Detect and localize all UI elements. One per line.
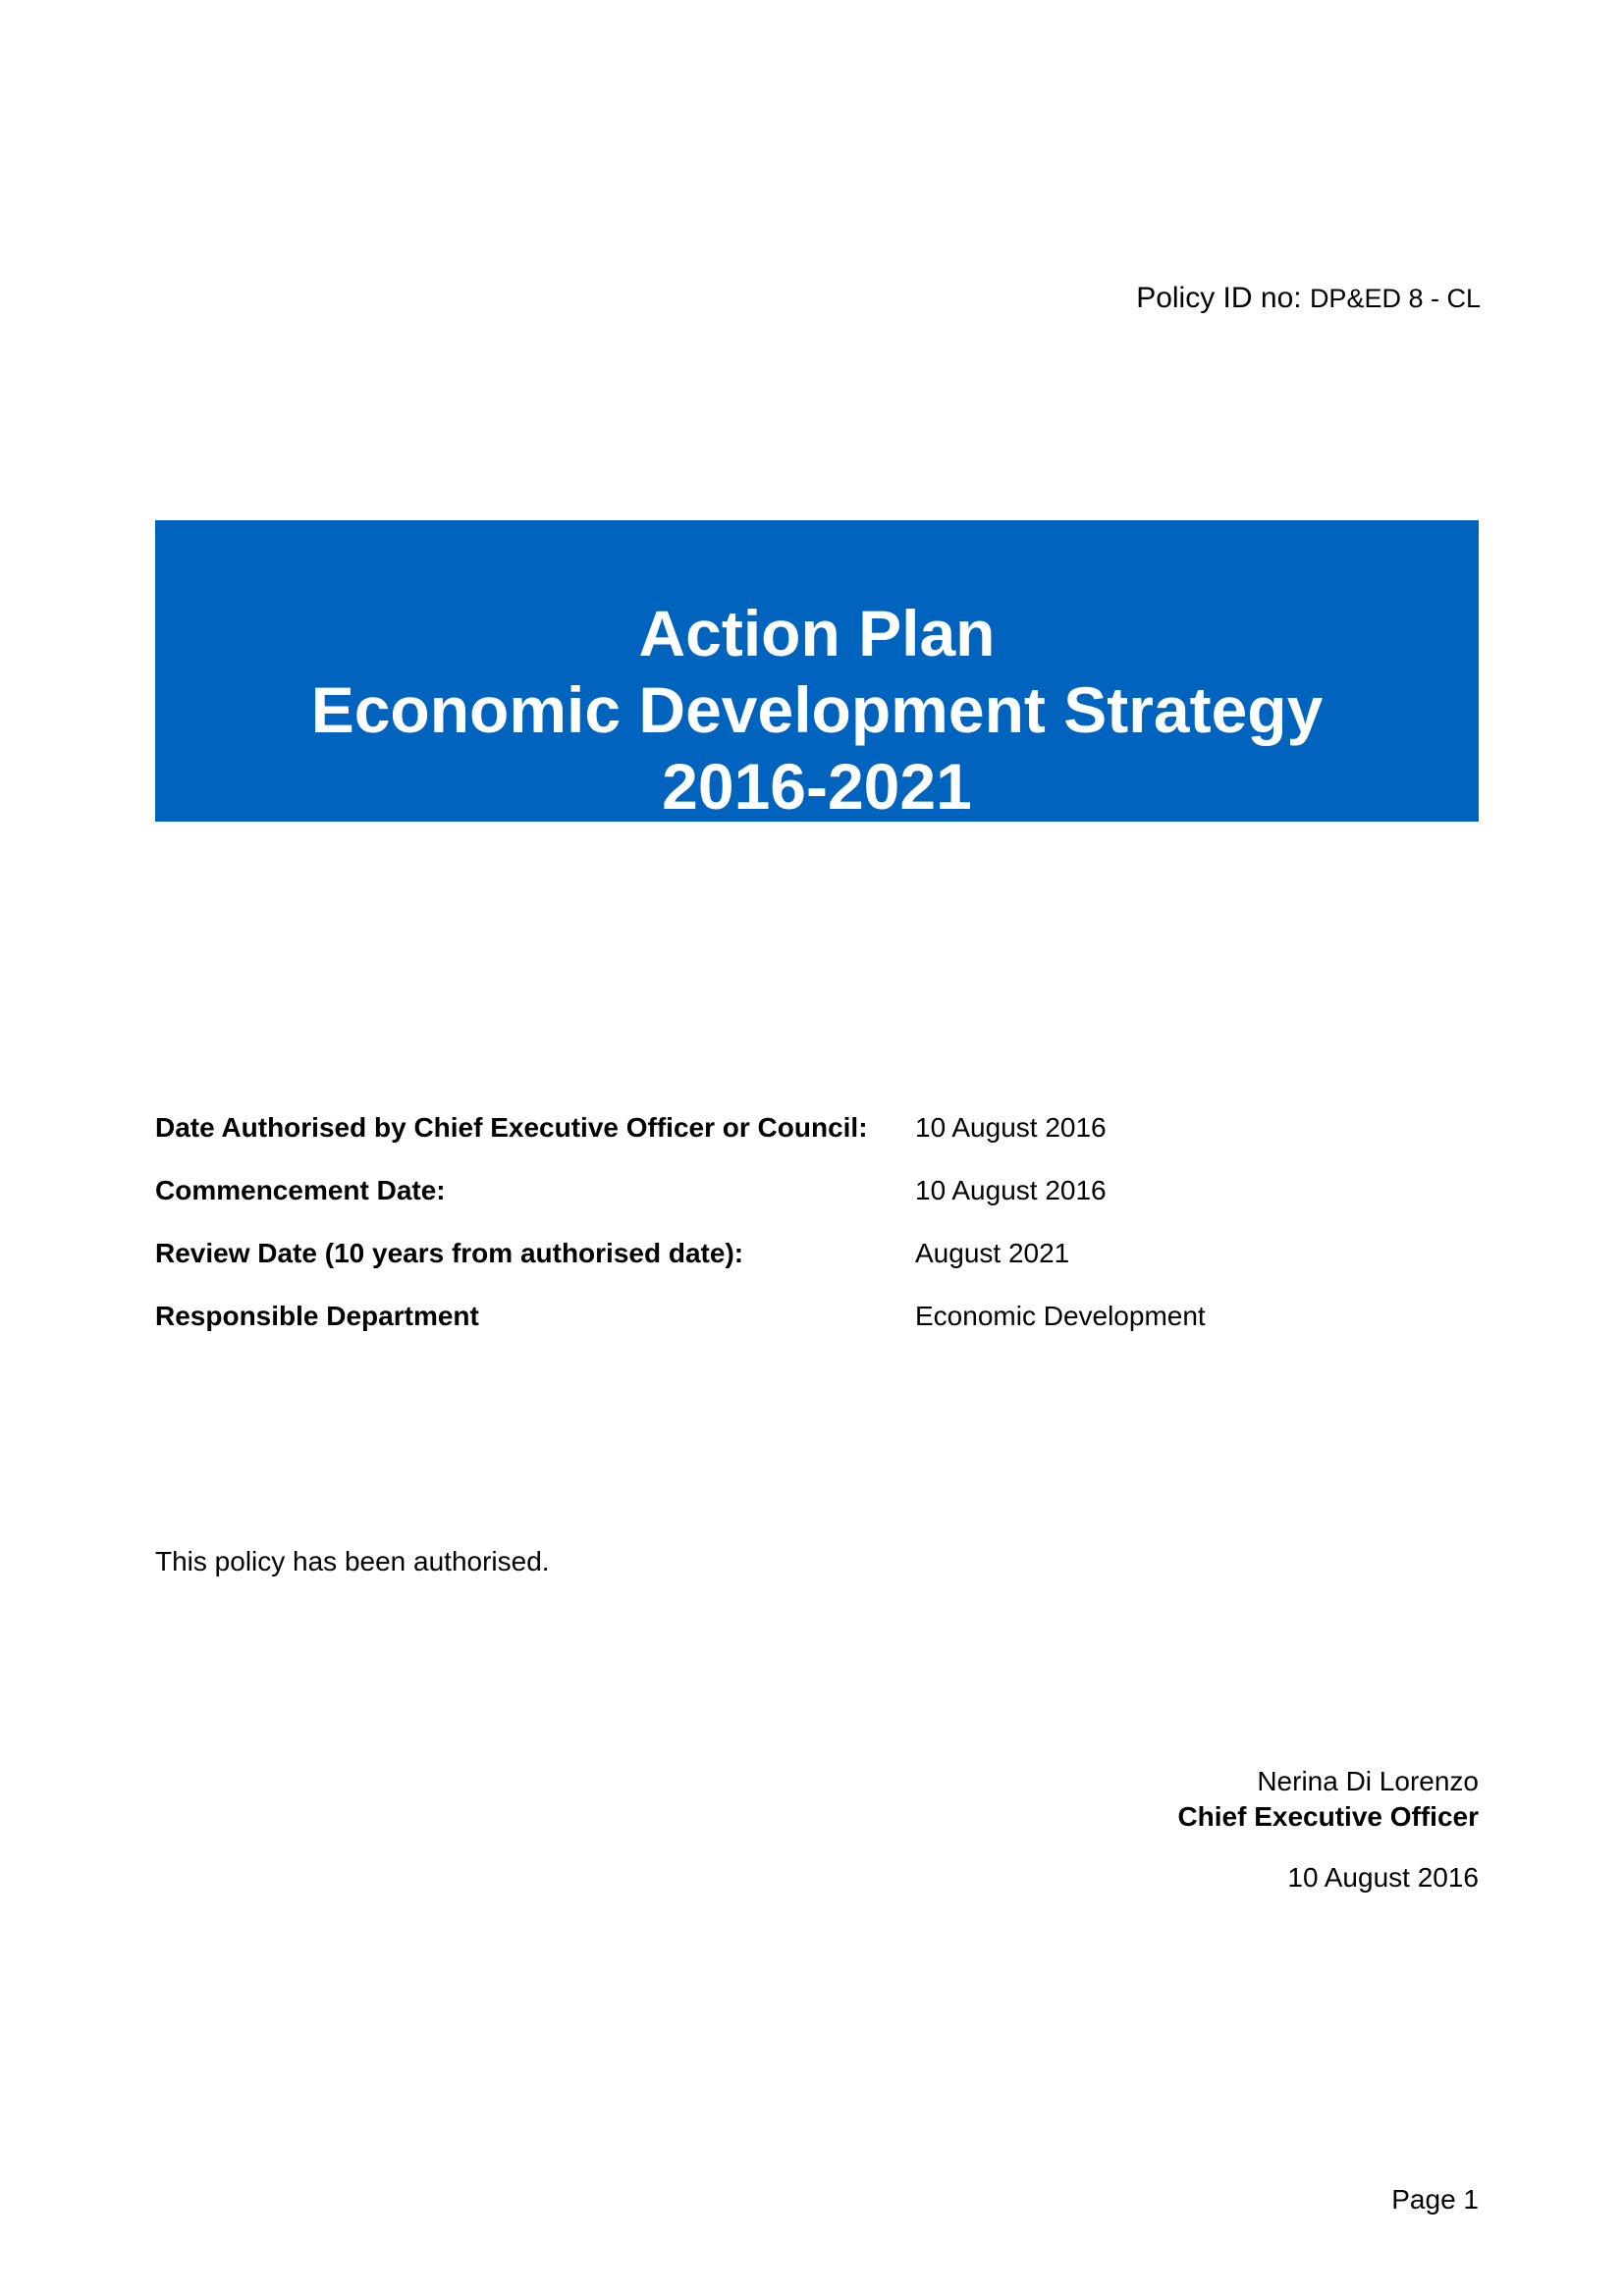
signoff-block <box>1177 1764 1479 1896</box>
detail-row-department <box>155 1298 1479 1361</box>
page-number: Page 1 <box>1391 2184 1479 2215</box>
detail-label: Date Authorised by Chief Executive Officer or Council: <box>155 1112 868 1143</box>
signatory-title: Chief Executive Officer <box>1177 1801 1479 1832</box>
authorisation-statement: This policy has been authorised. <box>155 1546 550 1576</box>
detail-label: Review Date (10 years from authorised date): <box>155 1238 744 1268</box>
signatory-name: Nerina Di Lorenzo <box>1257 1766 1479 1796</box>
detail-value: Economic Development <box>915 1301 1206 1331</box>
detail-value: 10 August 2016 <box>915 1112 1107 1143</box>
detail-label: Responsible Department <box>155 1301 479 1331</box>
detail-row-authorised <box>155 1109 1479 1172</box>
banner-title-line-2: Economic Development Strategy <box>310 673 1324 746</box>
detail-row-commencement <box>155 1172 1479 1235</box>
detail-label: Commencement Date: <box>155 1175 446 1205</box>
detail-value: August 2021 <box>915 1238 1070 1268</box>
policy-id-label: Policy ID no: <box>1136 282 1302 314</box>
policy-id <box>1136 284 1481 313</box>
policy-details <box>155 1109 1479 1361</box>
banner-title-line-3: 2016-2021 <box>662 750 972 823</box>
banner-title-line-1: Action Plan <box>638 597 996 669</box>
policy-id-code: DP&ED 8 - CL <box>1309 284 1481 313</box>
detail-value: 10 August 2016 <box>915 1175 1107 1205</box>
detail-row-review <box>155 1235 1479 1298</box>
title-banner <box>155 520 1479 822</box>
signoff-date: 10 August 2016 <box>1287 1862 1479 1893</box>
